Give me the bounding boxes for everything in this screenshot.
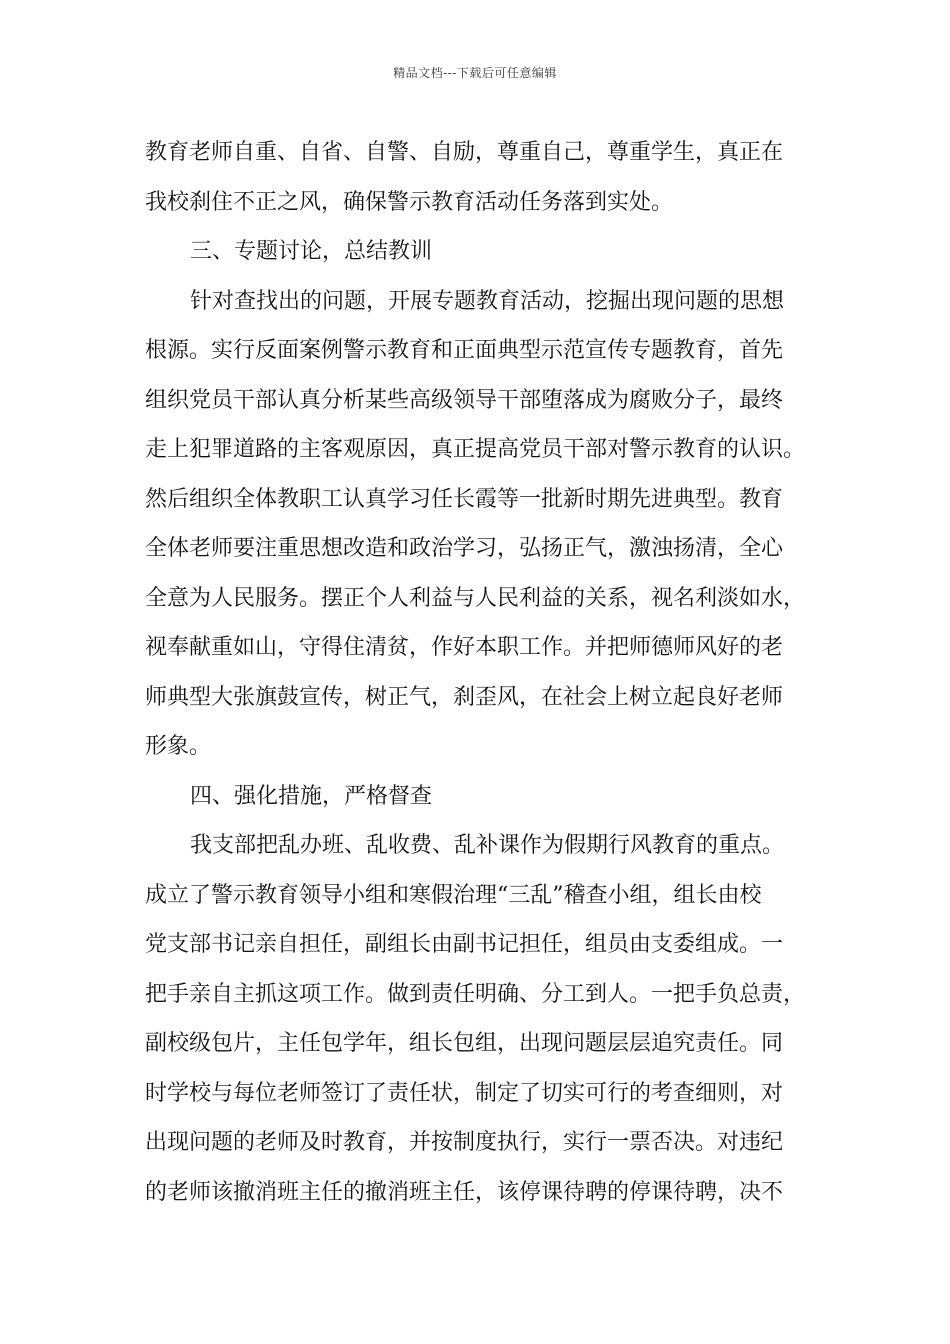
text-line: 全体老师要注重思想改造和政治学习，弘扬正气，激浊扬清，全心 — [145, 536, 784, 561]
text-line: 教育老师自重、自省、自警、自励，尊重自己，尊重学生，真正在 — [145, 140, 784, 165]
document-body — [145, 128, 825, 1217]
text-line: 组织党员干部认真分析某些高级领导干部堕落成为腐败分子，最终 — [145, 387, 784, 413]
text-line: 四、强化措施，严格督查 — [190, 783, 433, 809]
text-line: 根源。实行反面案例警示教育和正面典型示范宣传专题教育，首先 — [145, 338, 784, 363]
text-line: 针对查找出的问题，开展专题教育活动，挖掘出现问题的思想 — [190, 288, 785, 314]
text-line: 形象。 — [145, 734, 212, 759]
text-line: 师典型大张旗鼓宣传，树正气，刹歪风，在社会上树立起良好老师 — [145, 684, 784, 710]
text-line: 视奉献重如山，守得住清贫，作好本职工作。并把师德师风好的老 — [145, 635, 784, 660]
text-line: 出现问题的老师及时教育，并按制度执行，实行一票否决。对违纪 — [145, 1130, 784, 1155]
text-line: 我支部把乱办班、乱收费、乱补课作为假期行风教育的重点。 — [190, 833, 785, 858]
text-line: 的老师该撤消班主任的撤消班主任，该停课待聘的停课待聘，决不 — [145, 1179, 784, 1205]
text-line: 全意为人民服务。摆正个人利益与人民利益的关系，视名利淡如水， — [145, 585, 806, 611]
page-header: 精品文档---下载后可任意编辑 — [393, 66, 557, 80]
text-line: 副校级包片，主任包学年，组长包组，出现问题层层追究责任。同 — [145, 1031, 784, 1056]
text-line: 成立了警示教育领导小组和寒假治理“三乱”稽查小组，组长由校 — [145, 882, 762, 908]
text-line: 我校刹住不正之风，确保警示教育活动任务落到实处。 — [145, 189, 674, 215]
text-line: 时学校与每位老师签订了责任状，制定了切实可行的考查细则，对 — [145, 1080, 784, 1106]
document-text — [145, 128, 825, 1217]
text-line: 走上犯罪道路的主客观原因，真正提高党员干部对警示教育的认识。 — [145, 437, 806, 462]
text-line: 三、专题讨论，总结教训 — [190, 239, 433, 264]
text-line: 党支部书记亲自担任，副组长由副书记担任，组员由支委组成。一 — [145, 932, 784, 957]
text-line: 然后组织全体教职工认真学习任长霞等一批新时期先进典型。教育 — [145, 486, 784, 512]
text-line: 把手亲自主抓这项工作。做到责任明确、分工到人。一把手负总责， — [145, 981, 806, 1007]
